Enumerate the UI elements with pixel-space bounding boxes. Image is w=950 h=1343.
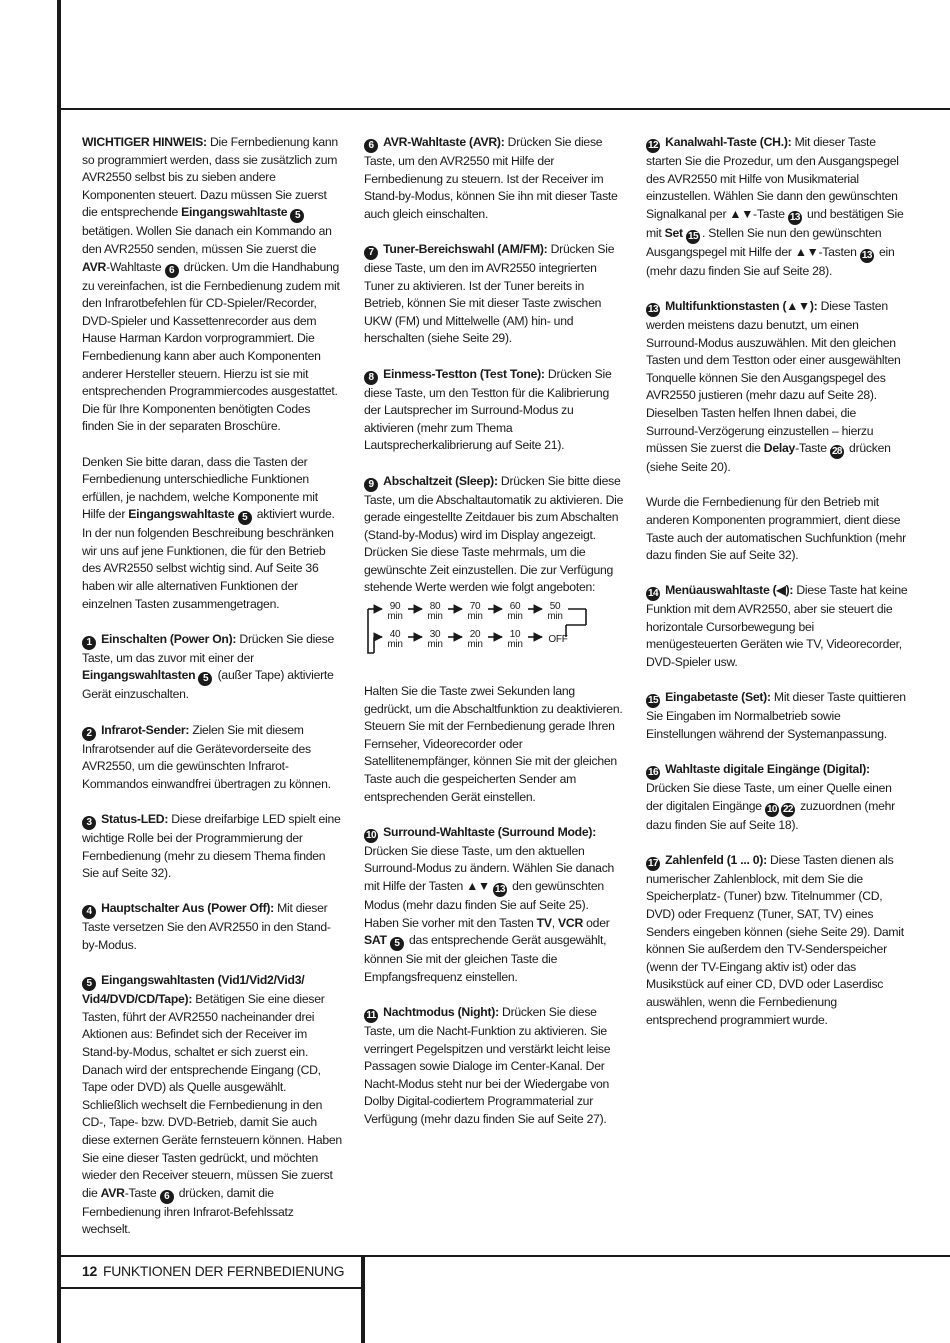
item-title: Abschaltzeit (Sleep): [383,473,498,488]
text: aktiviert wurde. In der nun folgenden Beschreibung beschränken wir uns auf jene Funktionen, die für den Betrieb des AVR2550 selbst wichtig sind. Auf Seite 36 haben wir alle alternativen Funktionen der einzelnen Tasten zusammengetragen. [82,507,335,611]
ref-number-badge: 6 [160,1190,174,1204]
text: Zielen Sie mit diesem Infrarotsender auf die Gerätevorderseite des AVR2550, um die gewünschten Infrarot-Kommandos einwandfrei übertragen zu können. [82,722,331,791]
sleep-unit: min [507,611,523,623]
text: Mit dieser Taste versetzen Sie den AVR2550 in den Stand-by-Modus. [82,901,331,952]
item-7 [364,241,624,348]
frame-top-rule [57,108,950,110]
item-17 [646,852,908,1029]
item-number-badge: 12 [646,139,660,153]
frame-left-rule [57,0,61,1343]
sleep-timer-diagram [364,601,590,663]
column-1 [82,134,344,1256]
item-number-badge: 6 [364,139,378,153]
bold-term: VCR [558,915,584,930]
item-number-badge: 14 [646,587,660,601]
item-title: Einmess-Testton (Test Tone): [383,366,545,381]
item-12 [646,134,908,280]
column-2 [364,134,624,1146]
sleep-unit: min [387,611,403,623]
item-title: Menüauswahltaste (◀): [665,583,794,598]
item-title: Infrarot-Sender: [101,722,190,737]
item-title: Zahlenfeld (1 ... 0): [665,852,767,867]
sleep-value: 60 [509,601,521,613]
sleep-value: 40 [389,629,401,641]
item-2 [82,722,344,794]
text: . Stellen Sie nun den gewünschten Ausgangspegel mit Hilfe der [646,225,882,259]
arrows-up-down-icon: ▲▼ [466,879,490,893]
text: Halten Sie die Taste zwei Sekunden lang gedrückt, um die Abschaltfunktion zu deaktivieren. Steuern Sie mit der Fernbedienung gerade Ihren Fernseher, Videorecorder oder Satellitenempfänger, können Sie mit der gleichen Taste auch die gespeicherten Sender am entsprechenden Gerät einstellen. [364,684,623,804]
item-10 [364,824,624,987]
sleep-value: 80 [429,601,441,613]
text: Diese dreifarbige LED spielt eine wichtige Rolle bei der Programmierung der Fernbedienung (mehr zu diesem Thema finden Sie auf Seite 32). [82,812,341,881]
item-13 [646,298,908,477]
bold-term: Eingangswahltaste [128,507,235,522]
text: Mit dieser Taste starten Sie die Prozedur, um den Ausgangspegel des AVR2550 mit Hilfe von Musikmaterial einzustellen. Wählen Sie dann den gewünschten Signalkanal per [646,135,899,221]
ref-number-badge: 5 [290,209,304,223]
item-number-badge: 3 [82,816,96,830]
bold-term: TV [536,915,552,930]
text: das entsprechende Gerät ausgewählt, können Sie mit der gleichen Taste die Empfangsfrequenz einstellen. [364,933,607,984]
ref-number-badge: 22 [781,803,795,817]
bold-term: Set [664,225,683,240]
sleep-loop-left [368,609,374,653]
item-number-badge: 2 [82,727,96,741]
ref-number-badge: 13 [860,249,874,263]
item-number-badge: 11 [364,1009,378,1023]
bold-term: Eingangswahltasten [82,668,196,683]
item-number-badge: 9 [364,478,378,492]
sleep-value: 30 [429,629,441,641]
sleep-unit: min [427,639,443,651]
item-9 [364,473,624,598]
text: -Taste [124,1185,160,1200]
text: Drücken Sie diese Taste, um die Nacht-Funktion zu aktivieren. Sie verringert Pegelspitzen und verstärkt leicht leise Passagen sowie Dialoge im Center-Kanal. Der Nacht-Modus steht nur bei der Wiedergabe von Dolby Digital-codiertem Programmaterial zur Verfügung (mehr dazu finden Sie auf Seite 27). [364,1004,611,1126]
column-3 [646,134,908,1047]
text: Wurde die Fernbedienung für den Betrieb mit anderen Komponenten programmiert, dient diese Taste auch der automatischen Suchfunktion (mehr dazu finden Sie auf Seite 32). [646,495,906,563]
bold-term: AVR [100,1185,125,1200]
item-title: Kanalwahl-Taste (CH.): [665,135,792,149]
item-14 [646,582,908,671]
text: Drücken Sie diese Taste, um den im AVR2550 integrierten Tuner zu aktivieren. Ist der Tuner bereits in Betrieb, können Sie mit dieser Taste zwischen UKW (FM) und Mittelwelle (AM) hin- und herschalten (siehe Seite 29). [364,241,615,346]
item-16 [646,761,908,834]
text: Diese Taste hat keine Funktion mit dem AVR2550, aber sie steuert die horizontale Cursorbewegung bei menügesteuerten Geräten wie TV, Videorecorder, DVD-Spieler usw. [646,583,908,670]
ref-number-badge: 6 [165,264,179,278]
item-number-badge: 8 [364,371,378,385]
sleep-off-label: OFF [548,634,568,646]
sleep-value: 10 [509,629,521,641]
frame-footer-divider [361,1255,365,1343]
text: -Taste [753,206,788,221]
text: Diese Tasten dienen als numerischer Zahlenblock, mit dem Sie die Speicherplatz- (Tuner) bzw. Titelnummer (CD, DVD) oder Frequenz (Tuner, SAT, TV) eines Senders eingeben können (siehe Seite 29). Damit können Sie außerdem den TV-Senderspeicher (wenn der TV-Eingang aktiv ist) oder das Musikstück auf einer CD, DVD oder Laserdisc auswählen, wenn die Fernbedienung entsprechend programmiert wurde. [646,852,904,1027]
sleep-unit: min [467,639,483,651]
ref-number-badge: 13 [493,883,507,897]
ref-number-badge: 5 [198,672,212,686]
sleep-value: 50 [549,601,561,613]
item-8 [364,366,624,455]
arrows-up-down-icon: ▲▼ [794,244,819,259]
sleep-unit: min [467,611,483,623]
item-title: Wahltaste digitale Eingänge (Digital): [665,762,870,777]
text: -Wahltaste [106,259,165,274]
text: (außer Tape) aktivierte Gerät einzuschalten. [82,668,334,702]
section-title: FUNKTIONEN DER FERNBEDIENUNG [102,1263,345,1279]
text: Die Fernbedienung kann so programmiert werden, dass sie zusätzlich zum AVR2550 selbst bis zu sieben andere Komponenten steuert. Dazu müssen Sie zuerst die entsprechende [82,135,338,220]
text: Drücken Sie diese Taste, um den aktuellen Surround-Modus zu ändern. Wählen Sie danach mit Hilfe der Tasten [364,843,615,893]
item-number-badge: 4 [82,905,96,919]
text: Betätigen Sie eine dieser Tasten, führt der AVR2550 nacheinander drei Aktionen aus: Befindet sich der Receiver im Stand-by-Modus, schaltet er sich zuerst ein. Danach wird der entsprechende Eingang (CD, Tape oder DVD) als Quelle ausgewählt. Schließlich wechselt die Fernbedienung in den CD-, Tape- bzw. DVD-Betrieb, damit Sie auch diese externen Geräte fernsteuern können. Haben Sie eine dieser Tasten gedrückt, und möchten wieder den Receiver steuern, müssen Sie zuerst die [82,992,342,1200]
bold-term: SAT [364,933,387,948]
text: Drücken Sie diese Taste, um den Testton für die Kalibrierung der Lautsprecher im Surround-Modus zu aktivieren (mehr zum Thema Lautsprecherkalibrierung auf Seite 21). [364,366,612,453]
item-number-badge: 16 [646,766,660,780]
sleep-value: 70 [469,601,481,613]
paragraph-search-note [646,494,908,564]
sleep-unit: min [547,611,563,623]
ref-number-badge: 28 [830,445,844,459]
text: drücken. Um die Handhabung zu vereinfachen, ist die Fernbedienung zudem mit den Infrarotbefehlen für CD-Spieler/Recorder, DVD-Spieler und Kassettenrecorder aus dem Hause Harman Kardon vorprogrammiert. Die Fernbedienung kann aber auch Komponenten anderer Hersteller steuern. Hierzu ist sie mit entsprechenden Programmiercodes ausgestattet. Die für Ihre Komponenten benötigten Codes finden Sie in der separaten Broschüre. [82,259,340,434]
text: Mit dieser Taste quittieren Sie Eingaben im Normalbetrieb sowie Einstellungen während der Systemanpassung. [646,690,906,741]
item-title: Surround-Wahltaste (Surround Mode): [383,824,597,839]
text: Drücken Sie diese Taste, um das zuvor mit einer der [82,631,335,665]
text: Drücken Sie diese Taste, um den AVR2550 mit Hilfe der Fernbedienung zu steuern. Ist der Receiver im Stand-by-Modus, können Sie ihn mit dieser Taste auch gleich einschalten. [364,135,618,221]
item-number-badge: 5 [82,977,96,991]
item-title: Eingangswahltasten (Vid1/Vid2/Vid3/ Vid4/DVD/CD/Tape): [82,973,305,1007]
text: -Tasten [818,244,860,259]
text: , [551,915,559,930]
text: Drücken Sie bitte diese Taste, um die Abschaltautomatik zu aktivieren. Die gerade eingestellte Zeitdauer bis zum Abschalten (Stand-by-Modus) wird im Display angezeigt. Drücken Sie diese Taste mehrmals, um die gewünschte Zeit einzustellen. Die zur Verfügung stehende Werte werden wie folgt angeboten: [364,473,624,595]
text: oder [583,915,610,930]
bold-term: AVR [82,259,107,274]
item-title: Nachtmodus (Night): [383,1004,499,1019]
text: ein (mehr dazu finden Sie auf Seite 28). [646,244,895,278]
item-title: Multifunktionstasten (▲▼): [665,298,818,313]
bold-term: Delay [763,441,796,456]
bold-term: Eingangswahltaste [181,205,288,220]
frame-footer-rule [57,1287,363,1289]
text: zuzuordnen (mehr dazu finden Sie auf Seite 18). [646,798,895,832]
text: drücken, damit die Fernbedienung ihren Infrarot-Befehlssatz wechselt. [82,1185,294,1237]
item-number-badge: 15 [646,694,660,708]
text: Drücken Sie diese Taste, um einer Quelle einen der digitalen Eingänge [646,781,892,813]
item-1 [82,631,344,704]
paragraph-sleep-note [364,683,624,806]
item-title: Tuner-Bereichswahl (AM/FM): [383,241,548,256]
text: den gewünschten Modus (mehr dazu finden Sie auf Seite 25). Haben Sie vorher mit den Tasten [364,879,604,930]
ref-number-badge: 10 [765,803,779,817]
sleep-unit: min [507,639,523,651]
text: Diese Tasten werden meistens dazu benutzt, um einen Surround-Modus auszuwählen. Mit den gleichen Tasten und dem Testton oder einer ausgewählten Tonquelle können Sie den Ausgangspegel des AVR2550 justieren (mehr dazu auf Seite 28). Dieselben Tasten helfen Ihnen dabei, die Surround-Verzögerung einzustellen – hierzu müssen Sie zuerst die [646,298,901,456]
item-title: Hauptschalter Aus (Power Off): [101,901,274,916]
text: und bestätigen Sie mit [646,206,904,240]
text: Denken Sie bitte daran, dass die Tasten der Fernbedienung unterschiedliche Funktionen erfüllen, je nachdem, welche Komponente mit Hilfe der [82,454,318,522]
ref-number-badge: 15 [686,230,700,244]
ref-number-badge: 5 [390,937,404,951]
text: betätigen. Wollen Sie danach ein Kommando an den AVR2550 senden, müssen Sie zuerst die [82,224,332,256]
sleep-value: 20 [469,629,481,641]
sleep-unit: min [387,639,403,651]
item-title: Eingabetaste (Set): [665,690,771,705]
item-number-badge: 13 [646,303,660,317]
text: drücken (siehe Seite 20). [646,441,891,475]
item-11 [364,1004,624,1129]
item-15 [646,689,908,743]
paragraph-note-2 [82,454,344,614]
item-title: Einschalten (Power On): [101,631,237,646]
arrows-up-down-icon: ▲▼ [729,206,754,221]
item-number-badge: 10 [364,829,378,843]
page-number: 12 [82,1263,97,1279]
item-title: AVR-Wahltaste (AVR): [383,135,505,149]
item-number-badge: 17 [646,857,660,871]
item-title: Status-LED: [101,812,169,826]
important-note [82,134,344,436]
item-3 [82,811,344,883]
item-4 [82,900,344,954]
text: -Taste [795,441,830,456]
item-number-badge: 7 [364,246,378,260]
page-footer [82,1263,344,1279]
important-note-lead: WICHTIGER HINWEIS: [82,135,207,149]
item-6 [364,134,624,223]
sleep-value: 90 [389,601,401,613]
item-number-badge: 1 [82,636,96,650]
item-5 [82,972,344,1239]
ref-number-badge: 13 [788,211,802,225]
ref-number-badge: 5 [238,511,252,525]
sleep-unit: min [427,611,443,623]
